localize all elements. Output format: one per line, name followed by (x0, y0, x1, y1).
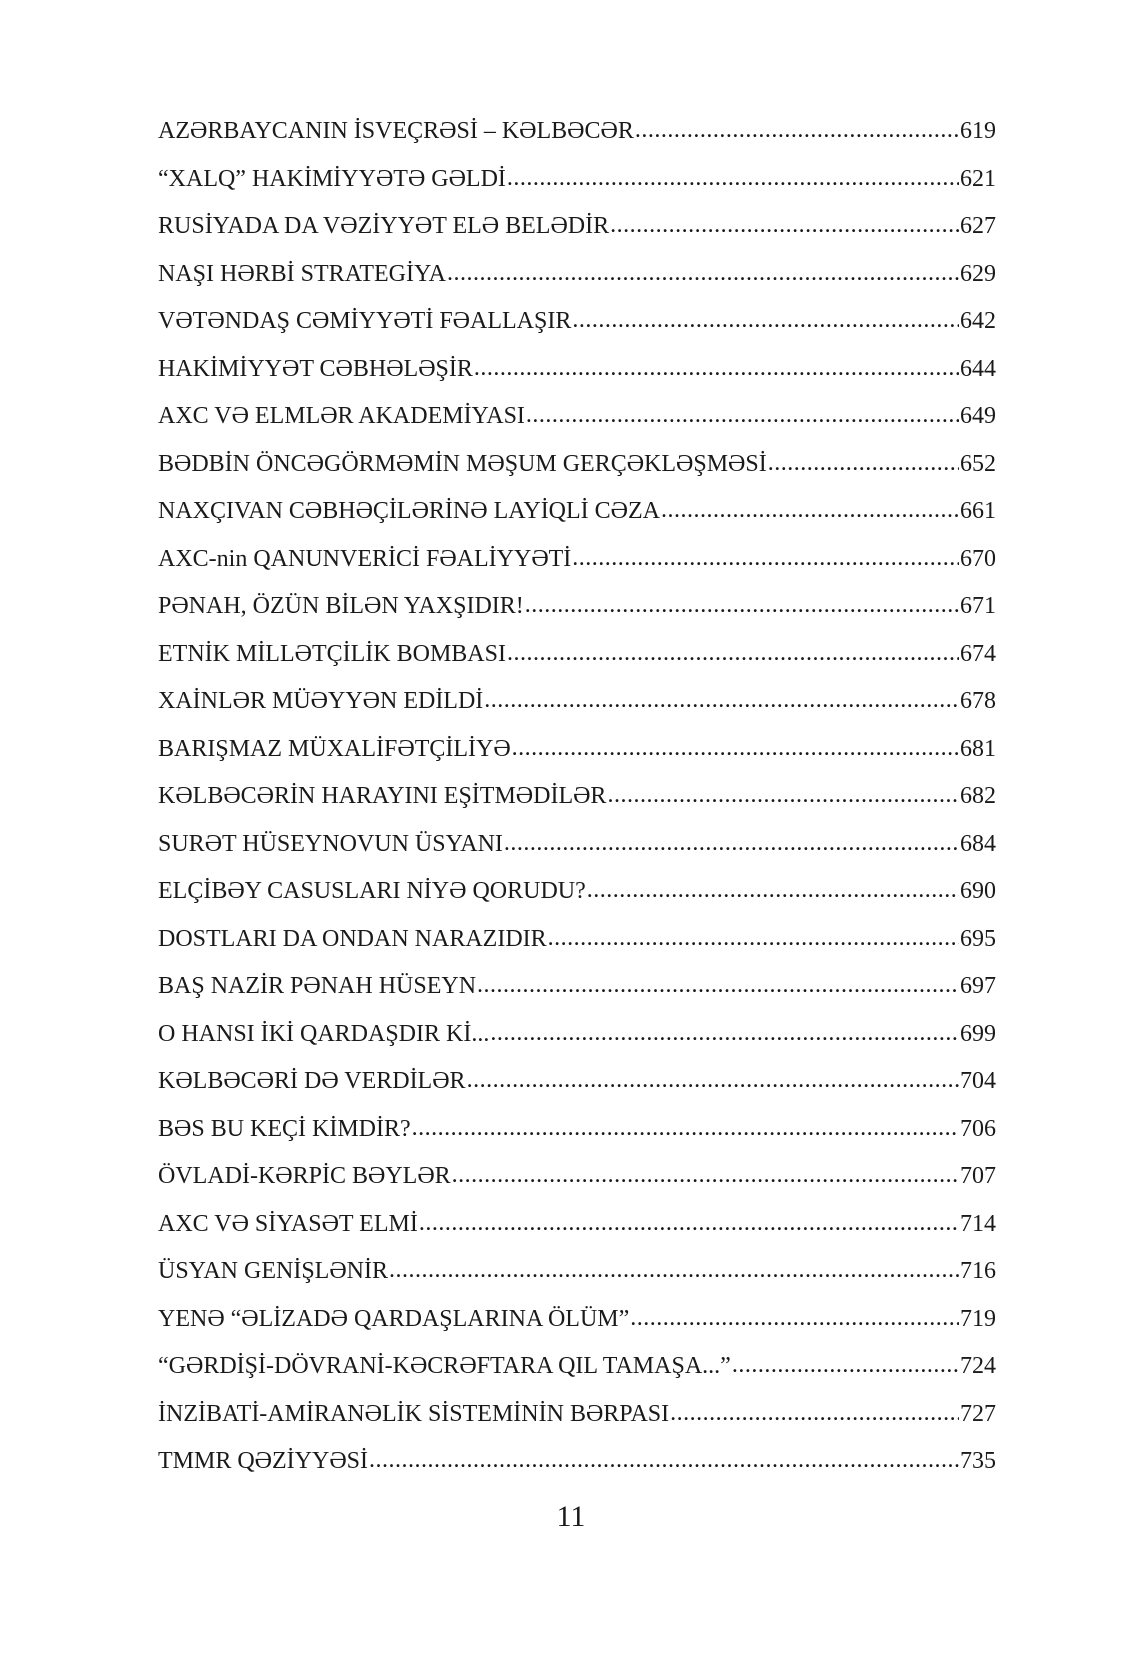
toc-entry (158, 393, 996, 441)
toc-dot-leader (412, 1105, 959, 1153)
toc-entry (158, 1153, 996, 1201)
toc-entry (158, 821, 996, 869)
toc-entry-title: İNZİBATİ-AMİRANƏLİK SİSTEMİNİN BƏRPASI (158, 1400, 670, 1427)
toc-dot-leader (526, 392, 959, 440)
toc-entry-title: KƏLBƏCƏRİ DƏ VERDİLƏR (158, 1068, 466, 1094)
toc-entry-page: 697 (960, 973, 996, 999)
toc-dot-leader (452, 1152, 959, 1200)
toc-entry-page: 671 (960, 593, 996, 619)
toc-entry-page: 690 (960, 878, 996, 904)
toc-entry (158, 203, 996, 251)
toc-entry (158, 1201, 996, 1249)
toc-dot-leader (507, 155, 959, 203)
toc-entry-title: NAŞI HƏRBİ STRATEGİYA (158, 260, 447, 287)
toc-dot-leader (732, 1342, 959, 1390)
toc-dot-leader (587, 867, 959, 915)
toc-entry-title: AXC VƏ ELMLƏR AKADEMİYASI (158, 403, 525, 429)
toc-entry-title: AXC VƏ SİYASƏT ELMİ (158, 1210, 418, 1237)
toc-entry (158, 1391, 996, 1439)
toc-entry (158, 963, 996, 1011)
toc-entry (158, 441, 996, 489)
toc-dot-leader (474, 345, 959, 393)
toc-entry (158, 1343, 996, 1391)
toc-dot-leader (635, 107, 959, 155)
toc-entry-page: 719 (960, 1305, 996, 1332)
toc-dot-leader (548, 915, 959, 963)
toc-dot-leader (504, 820, 959, 868)
toc-entry-title: BAŞ NAZİR PƏNAH HÜSEYN (158, 973, 477, 999)
toc-entry-title: “XALQ” HAKİMİYYƏTƏ GƏLDİ (158, 165, 506, 192)
toc-entry-title: BƏDBİN ÖNCƏGÖRMƏMİN MƏŞUM GERÇƏKLƏŞMƏSİ (158, 450, 767, 477)
toc-dot-leader (467, 1057, 959, 1105)
toc-entry-title: ÖVLADİ-KƏRPİC BƏYLƏR (158, 1163, 451, 1189)
toc-entry-page: 649 (960, 403, 996, 429)
toc-entry-title: “GƏRDİŞİ-DÖVRANİ-KƏCRƏFTARA QIL TAMAŞA...” (158, 1353, 731, 1379)
toc-entry-title: ETNİK MİLLƏTÇİLİK BOMBASI (158, 640, 506, 667)
toc-dot-leader (512, 725, 959, 773)
toc-entry-title: AXC-nin QANUNVERİCİ FƏALİYYƏTİ (158, 545, 572, 572)
toc-entry (158, 488, 996, 536)
toc-dot-leader (389, 1247, 959, 1295)
toc-entry-title: TMMR QƏZİYYƏSİ (158, 1448, 368, 1474)
toc-entry-page: 670 (960, 545, 996, 572)
toc-entry (158, 583, 996, 631)
toc-entry (158, 1106, 996, 1154)
toc-entry-page: 714 (960, 1210, 996, 1237)
toc-dot-leader (477, 962, 959, 1010)
toc-entry-page: 619 (960, 118, 996, 144)
toc-entry-page: 682 (960, 783, 996, 809)
toc-dot-leader (607, 772, 959, 820)
toc-entry-page: 681 (960, 735, 996, 762)
toc-entry-title: SURƏT HÜSEYNOVUN ÜSYANI (158, 830, 503, 857)
toc-entry (158, 108, 996, 156)
toc-dot-leader (661, 487, 959, 535)
toc-dot-leader (572, 297, 959, 345)
toc-entry-title: HAKİMİYYƏT CƏBHƏLƏŞİR (158, 355, 473, 382)
toc-entry (158, 346, 996, 394)
toc-entry-page: 629 (960, 260, 996, 287)
toc-entry (158, 916, 996, 964)
toc-entry-title: VƏTƏNDAŞ CƏMİYYƏTİ FƏALLAŞIR (158, 308, 572, 334)
toc-dot-leader (507, 630, 959, 678)
toc-entry-title: NAXÇIVAN CƏBHƏÇİLƏRİNƏ LAYİQLİ CƏZA (158, 498, 660, 524)
toc-entry-page: 727 (960, 1400, 996, 1427)
toc-entry (158, 631, 996, 679)
toc-entry-page: 706 (960, 1115, 996, 1142)
toc-dot-leader (419, 1200, 959, 1248)
toc-dot-leader (447, 250, 959, 298)
toc-dot-leader (369, 1437, 959, 1485)
toc-dot-leader (630, 1295, 959, 1343)
toc-entry (158, 773, 996, 821)
toc-entry-page: 704 (960, 1068, 996, 1094)
toc-entry-title: BARIŞMAZ MÜXALİFƏTÇİLİYƏ (158, 735, 511, 762)
toc-entry-title: PƏNAH, ÖZÜN BİLƏN YAXŞIDIR! (158, 593, 524, 619)
toc-entry-page: 684 (960, 830, 996, 857)
toc-entry-title: ELÇİBƏY CASUSLARI NİYƏ QORUDU? (158, 878, 586, 904)
toc-entry-title: YENƏ “ƏLİZADƏ QARDAŞLARINA ÖLÜM” (158, 1305, 630, 1332)
toc-entry (158, 251, 996, 299)
toc-entry (158, 298, 996, 346)
toc-entry-title: KƏLBƏCƏRİN HARAYINI EŞİTMƏDİLƏR (158, 783, 607, 809)
toc-entry (158, 1011, 996, 1059)
toc-entry-title: O HANSI İKİ QARDAŞDIR Kİ... (158, 1020, 490, 1047)
toc-dot-leader (572, 535, 959, 583)
toc-entry-title: BƏS BU KEÇİ KİMDİR? (158, 1115, 411, 1142)
toc-entry-page: 644 (960, 355, 996, 382)
page-number: 11 (556, 1500, 586, 1533)
toc-entry-title: AZƏRBAYCANIN İSVEÇRƏSİ – KƏLBƏCƏR (158, 118, 634, 144)
toc-entry (158, 678, 996, 726)
toc-entry (158, 1438, 996, 1486)
toc-dot-leader (484, 677, 959, 725)
toc-entry-page: 716 (960, 1258, 996, 1284)
toc-entry-page: 695 (960, 925, 996, 952)
toc-entry-page: 642 (960, 308, 996, 334)
toc-entry (158, 1296, 996, 1344)
toc-entry-title: RUSİYADA DA VƏZİYYƏT ELƏ BELƏDİR (158, 213, 610, 239)
toc-entry-page: 724 (960, 1353, 996, 1379)
toc-entry-page: 707 (960, 1163, 996, 1189)
toc-entry-title: XAİNLƏR MÜƏYYƏN EDİLDİ (158, 688, 484, 714)
toc-entry-page: 661 (960, 498, 996, 524)
toc-dot-leader (768, 440, 959, 488)
toc-entry (158, 868, 996, 916)
toc-entry-page: 735 (960, 1448, 996, 1474)
toc-dot-leader (610, 202, 959, 250)
toc-entry-title: DOSTLARI DA ONDAN NARAZIDIR (158, 925, 547, 952)
toc-entry (158, 726, 996, 774)
toc-dot-leader (490, 1010, 959, 1058)
toc-entry (158, 1058, 996, 1106)
toc-dot-leader (670, 1390, 959, 1438)
toc-entry-page: 678 (960, 688, 996, 714)
table-of-contents (158, 108, 996, 1486)
toc-entry-page: 621 (960, 165, 996, 192)
toc-dot-leader (525, 582, 959, 630)
toc-entry-title: ÜSYAN GENİŞLƏNİR (158, 1258, 389, 1284)
toc-entry (158, 536, 996, 584)
toc-entry (158, 156, 996, 204)
toc-entry-page: 674 (960, 640, 996, 667)
toc-entry (158, 1248, 996, 1296)
toc-entry-page: 699 (960, 1020, 996, 1047)
toc-entry-page: 652 (960, 450, 996, 477)
toc-entry-page: 627 (960, 213, 996, 239)
